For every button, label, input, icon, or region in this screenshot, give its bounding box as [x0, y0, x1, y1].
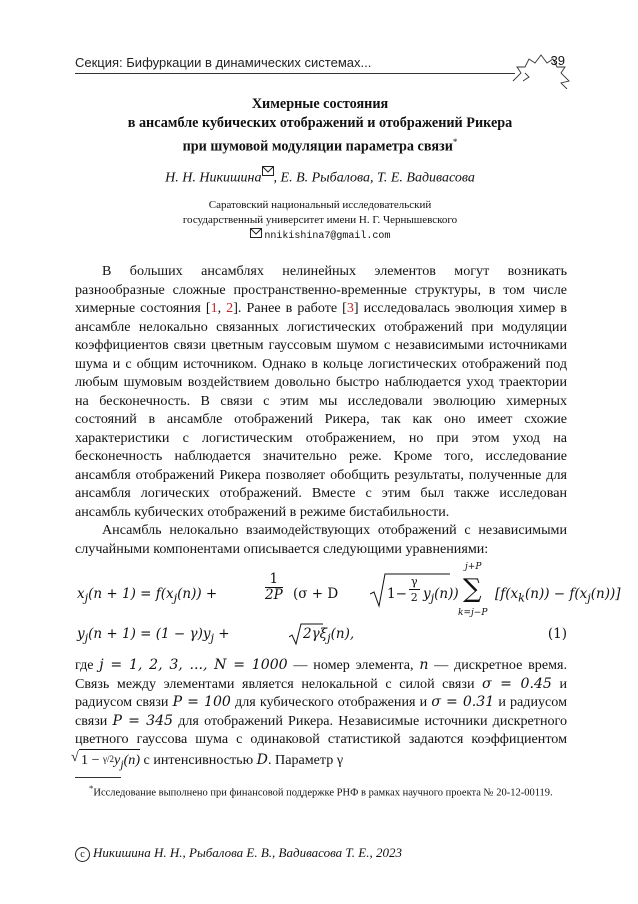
- running-header: [75, 55, 565, 75]
- title-line-1: Химерные состояния: [251, 96, 389, 112]
- other-authors: , Е. В. Рыбалова, Т. Е. Вадивасова: [273, 170, 475, 186]
- paper-title: [75, 95, 565, 157]
- author-list: [75, 166, 565, 187]
- title-line-3: при шумовой модуляции параметра связи*: [182, 137, 458, 155]
- equation-1-line-1: $x_j(n + 1) = f(x_j(n))$ + $\frac{1}{2P}$ (σ + D 1− $\frac{\gamma}{2}$ $y_j(n)$) j+P ∑ k=j−P $[f(x_k(n)) - f(x_j(n))]$: [77, 562, 621, 618]
- affiliation: [75, 198, 565, 244]
- paragraph-ensemble: Ансамбль нелокально взаимодействующих отображений с независимыми случайными компонентами описывается следующими уравнениями:: [75, 522, 567, 557]
- equation-number: (1): [547, 626, 567, 642]
- footnote-rule: [75, 777, 121, 778]
- affiliation-line-1: Саратовский национальный исследовательский: [208, 199, 432, 211]
- title-footnote-mark: *: [452, 137, 458, 147]
- citation-2[interactable]: 2: [226, 300, 234, 316]
- copyright-line: c Никишина Н. Н., Рыбалова Е. В., Вадивасова Т. Е., 2023: [75, 845, 402, 862]
- citation-3[interactable]: 3: [346, 300, 354, 316]
- footnote: *Исследование выполнено при финансовой поддержке РНФ в рамках научного проекта № 20-12-00119.: [89, 783, 553, 799]
- paragraph-intro: В больших ансамблях нелинейных элементов могут возникать разнообразные сложные пространственно-временные структуры, в том числе химерные состояния [1, 2]. Ранее в работе [3] исследовалась эволюция химер в ансамбле нелокально связанных логистических отображений при модуляции коэффициентов связи цветным гауссовым шумом с независимыми источниками шума и с общим источником. Однако в кольце логистических отображений под любым шумовым воздействием довольно быстро наблюдается уход траектории на бесконечность. В связи с этим мы исследовали эволюцию химерных состояний в ансамбле отображений Рикера, так как оно имеет схожие характеристики с логистическим отображением, но при этом уход на бесконечность наблюдается значительно реже. Кроме того, исследование ансамбля отображений Рикера позволяет обобщить результаты, полученные для ансамбля логических отображений. Вместе с этим был также исследован ансамбль кубических отображений в режиме бистабильности.: [75, 263, 567, 520]
- copyright-icon: c: [75, 847, 90, 862]
- page-number: 39: [550, 53, 565, 68]
- author-email[interactable]: nnikishina7@gmail.com: [264, 231, 391, 242]
- title-line-2: в ансамбле кубических отображений и отображений Рикера: [127, 115, 513, 131]
- body-text: [75, 262, 567, 558]
- header-rule: [75, 73, 515, 74]
- envelope-icon: [262, 166, 274, 176]
- citation-1[interactable]: 1: [210, 300, 218, 316]
- envelope-icon: [250, 228, 262, 238]
- fraction-1-over-2P: $\frac{1}{2P}$: [265, 571, 283, 603]
- section-title: Секция: Бифуркации в динамических системах...: [75, 55, 372, 70]
- equation-1-line-2: $y_j(n + 1) = (1 - \gamma)y_j$ + $2\gamma\xi_j(n)$, (1): [75, 624, 567, 648]
- paragraph-parameters: где j = 1, 2, 3, ..., N = 1000 — номер элемента, n — дискретное время. Связь между элементами является нелокальной с силой связи σ = 0.45 и радиусом связи P = 100 для кубического отображения и σ = 0.31 и радиусом связи P = 345 для отображений Рикера. Независимые источники дискретного цветного гауссова шума с одинаковой статистикой задаются коэффициентом √ $1 - \gamma/2y_j(n)$ с интенсивностью D. Параметр γ: [75, 656, 567, 774]
- affiliation-line-2: государственный университет имени Н. Г. Чернышевского: [182, 214, 458, 226]
- sum-symbol: ∑: [463, 574, 482, 604]
- author-1: Н. Н. Никишина: [165, 170, 262, 186]
